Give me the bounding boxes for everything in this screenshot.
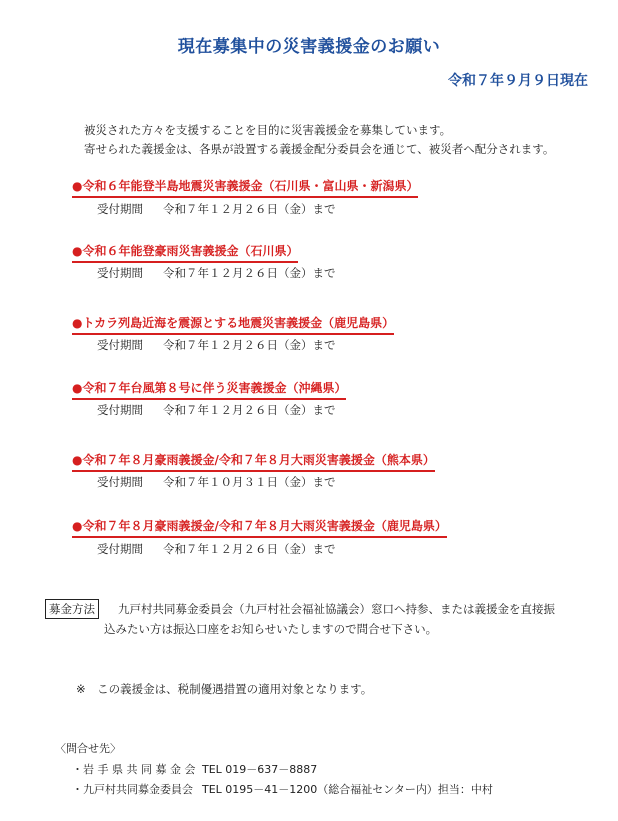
period-value: 令和７年１２月２６日（金）まで: [163, 542, 336, 556]
intro-line-1: 被災された方々を支援することを目的に災害義援金を募集しています。: [84, 123, 452, 137]
period-value: 令和７年１２月２６日（金）まで: [163, 338, 336, 352]
donation-method-label: 募金方法: [45, 599, 99, 619]
period-value: 令和７年１０月３１日（金）まで: [163, 475, 336, 489]
appeal-title-noto-earthquake: ●令和６年能登半島地震災害義援金（石川県・富山県・新潟県）: [72, 178, 418, 198]
appeal-title-kumamoto-rain: ●令和７年８月豪雨義援金/令和７年８月大雨災害義援金（熊本県）: [72, 452, 435, 472]
appeal-period-5: [97, 474, 336, 490]
period-value: 令和７年１２月２６日（金）まで: [163, 266, 336, 280]
page-title: 現在募集中の災害義援金のお願い: [177, 37, 441, 57]
donation-method-line-1: 九戸村共同募金委員会（九戸村社会福祉協議会）窓口へ持参、または義援金を直接振: [118, 602, 555, 616]
period-value: 令和７年１２月２６日（金）まで: [163, 202, 336, 216]
period-label: 受付期間: [97, 475, 143, 489]
contact-item-iwate: [72, 761, 317, 777]
contact-header: 〈問合せ先〉: [55, 742, 121, 755]
contact-name: ・九戸村共同募金委員会: [72, 783, 193, 796]
appeal-period-1: [97, 201, 336, 217]
contact-detail: TEL 019－637－8887: [202, 763, 318, 776]
appeal-period-3: [97, 337, 336, 353]
tax-note: ※ この義援金は、税制優遇措置の適用対象となります。: [76, 682, 373, 696]
contact-name: ・岩 手 県 共 同 募 金 会: [72, 763, 196, 776]
period-label: 受付期間: [97, 403, 143, 417]
donation-method-line-2: 込みたい方は振込口座をお知らせいたしますので問合せ下さい。: [104, 622, 438, 636]
appeal-title-tokara-earthquake: ●トカラ列島近海を震源とする地震災害義援金（鹿児島県）: [72, 315, 394, 335]
period-label: 受付期間: [97, 202, 143, 216]
appeal-title-kagoshima-rain: ●令和７年８月豪雨義援金/令和７年８月大雨災害義援金（鹿児島県）: [72, 518, 447, 538]
as-of-date: 令和７年９月９日現在: [448, 73, 588, 89]
period-label: 受付期間: [97, 542, 143, 556]
period-value: 令和７年１２月２６日（金）まで: [163, 403, 336, 417]
contact-detail: TEL 0195－41－1200（総合福祉センター内）担当：中村: [202, 783, 493, 796]
period-label: 受付期間: [97, 266, 143, 280]
contact-item-kunohe: [72, 781, 493, 797]
appeal-title-noto-heavy-rain: ●令和６年能登豪雨災害義援金（石川県）: [72, 243, 298, 263]
appeal-title-typhoon-8: ●令和７年台風第８号に伴う災害義援金（沖縄県）: [72, 380, 346, 400]
period-label: 受付期間: [97, 338, 143, 352]
intro-line-2: 寄せられた義援金は、各県が設置する義援金配分委員会を通じて、被災者へ配分されます。: [84, 142, 555, 156]
appeal-period-6: [97, 541, 336, 557]
appeal-period-2: [97, 265, 336, 281]
appeal-period-4: [97, 402, 336, 418]
